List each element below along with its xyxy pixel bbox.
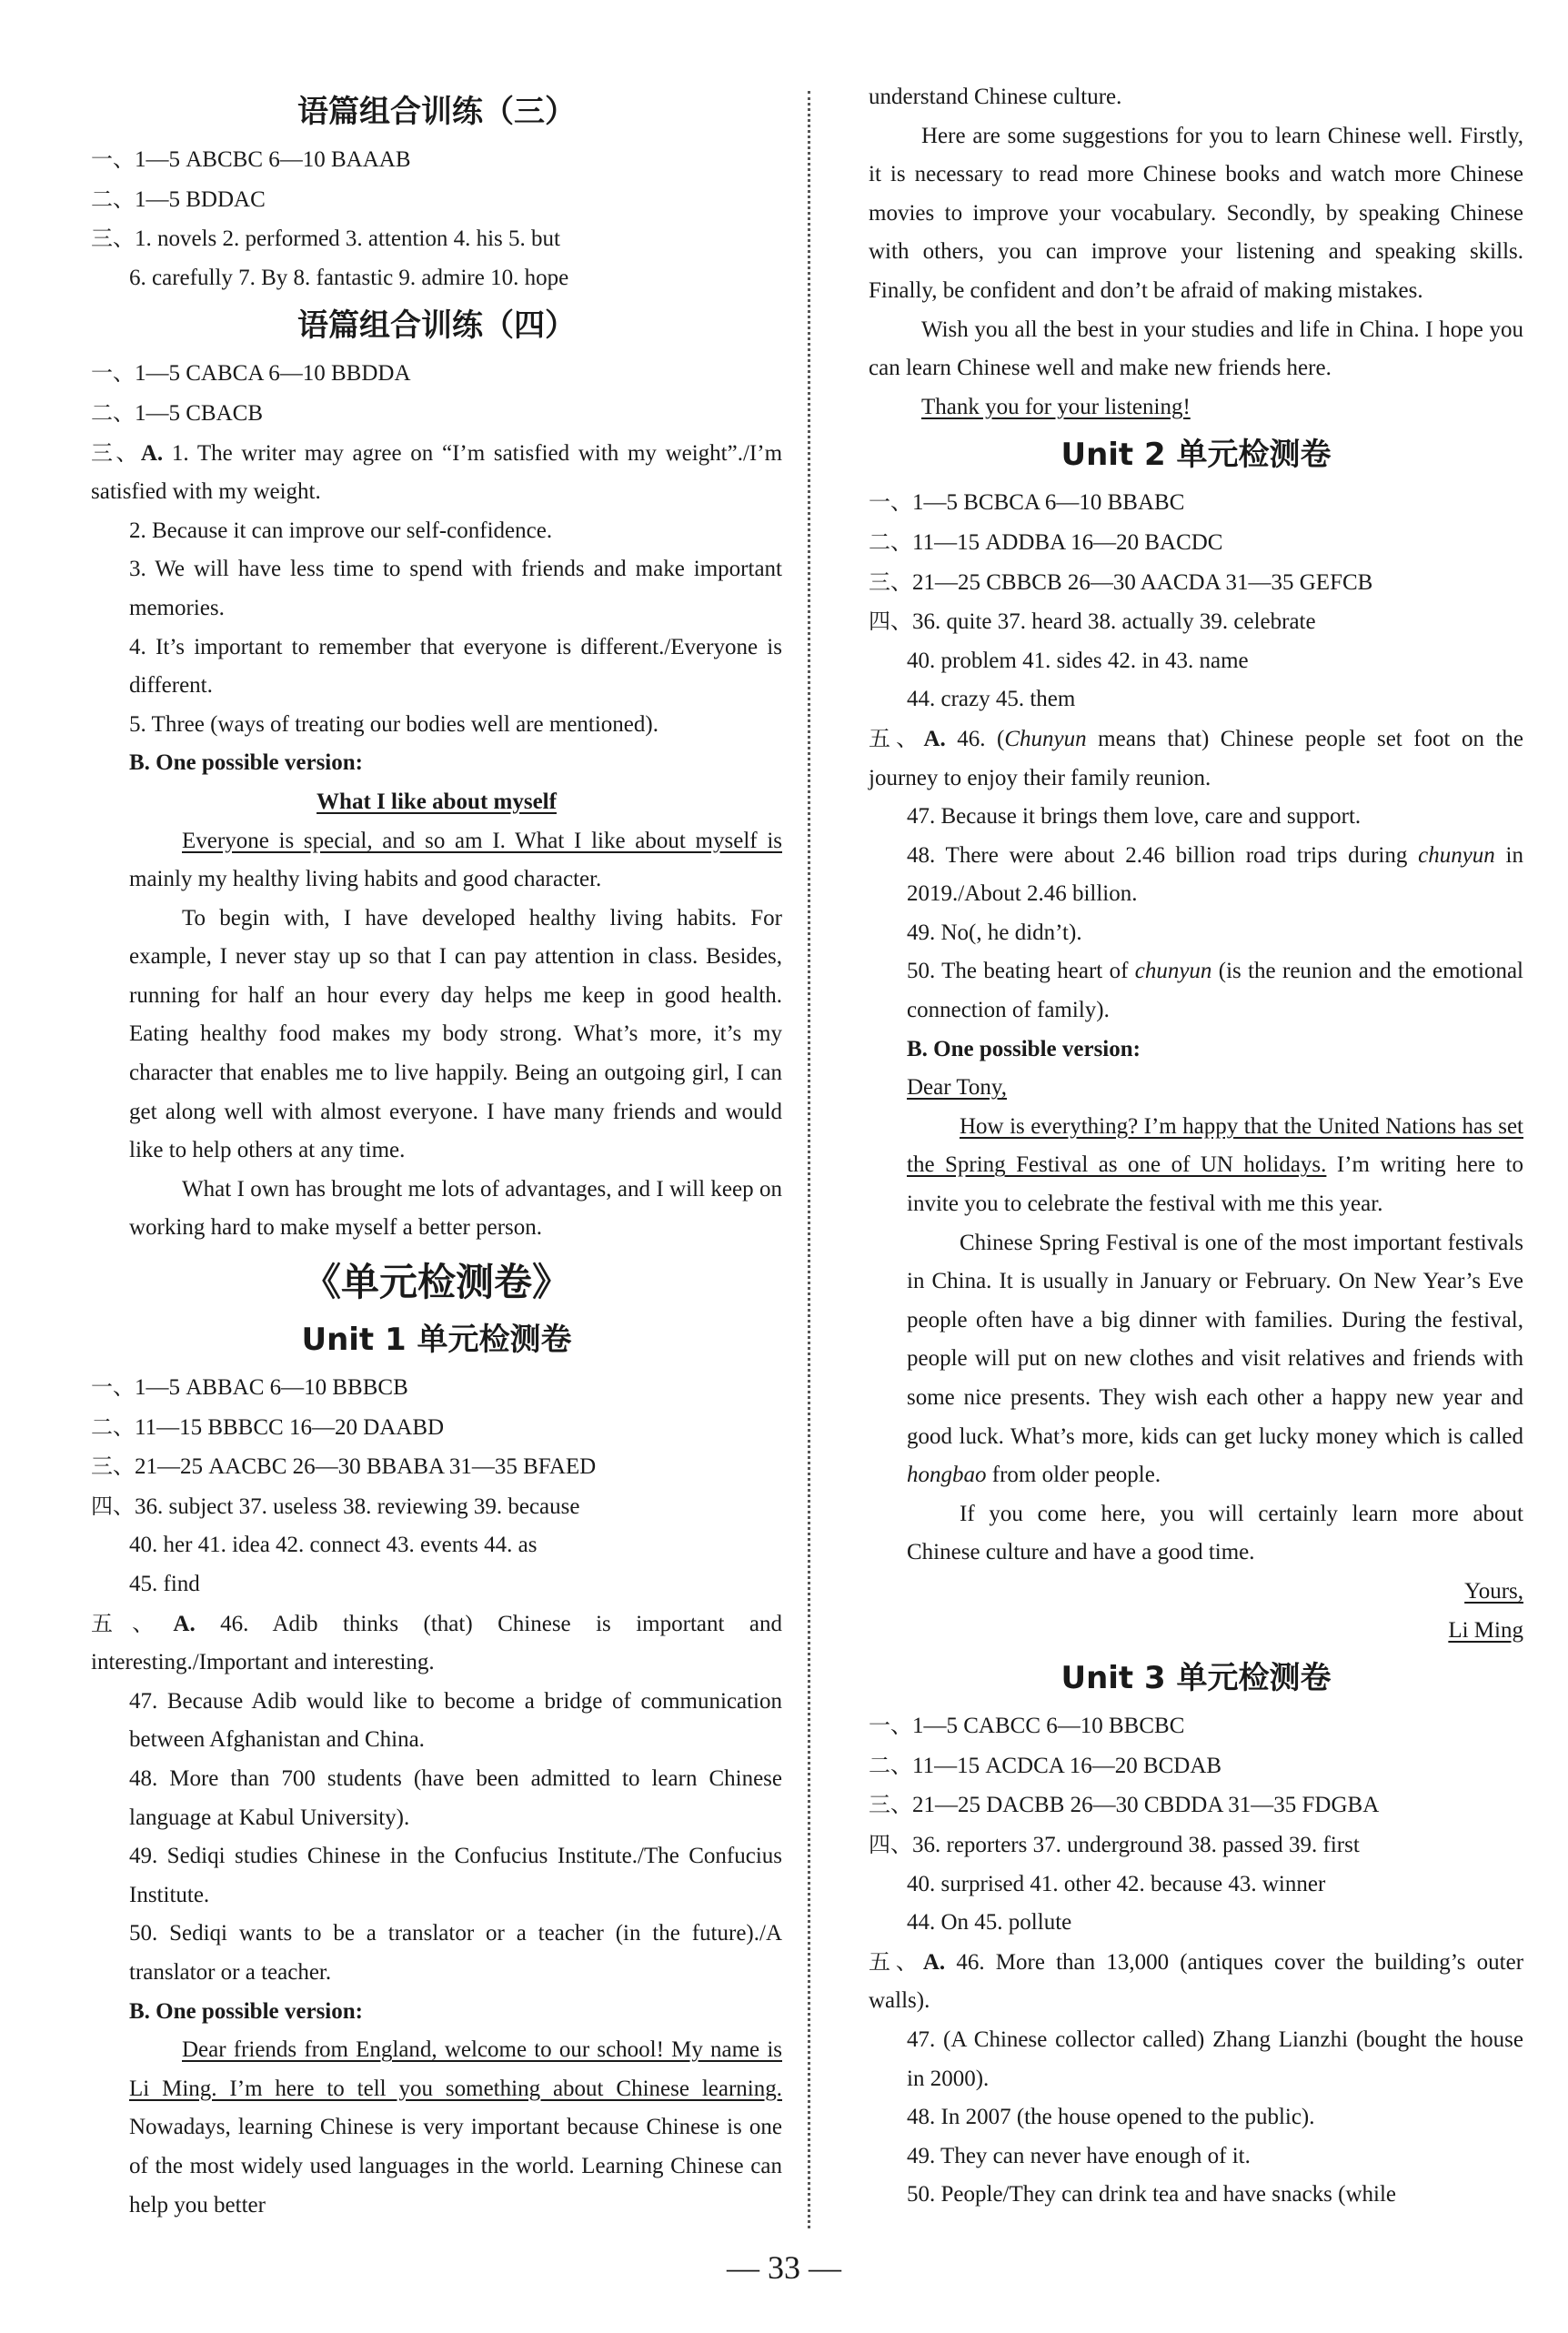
essay-paragraph: What I own has brought me lots of advantages, and I will keep on working hard to make myself a better person. (129, 1176, 782, 1241)
answer-line: 45. find (129, 1572, 200, 1596)
version-label: B. One possible version: (907, 1036, 1141, 1061)
answer-item: 49. No(, he didn’t). (907, 920, 1082, 945)
right-column (869, 78, 1523, 2215)
letter-paragraph: If you come here, you will certainly learn more about Chinese culture and have a good time. (907, 1501, 1523, 1565)
section-title-4: 语篇组合训练（四） (297, 307, 576, 345)
essay-paragraph: Dear friends from England, welcome to our school! My name is Li Ming. I’m here to tell you something about Chinese learning. Nowadays, learning Chinese is very important because Chinese is one of the most widely used languages in the world. Learning Chinese can help you better (129, 2037, 782, 2217)
answer-line: 44. crazy 45. them (907, 687, 1076, 712)
answer-line: 四、36. quite 37. heard 38. actually 39. celebrate (869, 608, 1316, 635)
answer-line: 三、1. novels 2. performed 3. attention 4. his 5. but (91, 226, 560, 252)
answer-line: 一、1—5 ABCBC 6—10 BAAAB (91, 146, 411, 172)
answer-item: 50. Sediqi wants to be a translator or a teacher (in the future)./A translator or a teacher. (129, 1921, 782, 1985)
essay-paragraph: Wish you all the best in your studies and life in China. I hope you can learn Chinese well and make new friends here. (869, 317, 1523, 381)
answer-item: 三、A. 1. The writer may agree on “I’m satisfied with my weight”./I’m satisfied with my weight. (91, 439, 783, 505)
essay-paragraph: Thank you for your listening! (921, 394, 1191, 419)
answer-line: 二、1—5 CBACB (91, 399, 264, 426)
answer-line: 三、21—25 AACBC 26—30 BBABA 31—35 BFAED (91, 1453, 597, 1480)
version-label: B. One possible version: (129, 750, 363, 776)
answer-line: 二、11—15 BBBCC 16—20 DAABD (91, 1413, 445, 1440)
answer-line: 四、36. subject 37. useless 38. reviewing 39. because (91, 1493, 580, 1519)
answer-line: 二、1—5 BDDAC (91, 186, 266, 212)
answer-item: 47. Because it brings them love, care and support. (907, 804, 1362, 830)
answer-line: 40. her 41. idea 42. connect 43. events 44. as (129, 1533, 538, 1558)
essay-paragraph: To begin with, I have developed healthy living habits. For example, I never stay up so that I can pay attention in class. Besides, running for half an hour every day helps me keep in good health. Eating healthy food makes my body strong. What’s more, it’s my character that enables me to live happily. Being an outgoing girl, I can get along well with almost everyone. I have many friends and would like to help others at any time. (129, 905, 782, 1163)
left-column (91, 84, 782, 2225)
big-title: 《单元检测卷》 (302, 1260, 570, 1305)
answer-item: 4. It’s important to remember that everyone is different./Everyone is different. (129, 634, 782, 699)
answer-item: 五、A. 46. More than 13,000 (antiques cover the building’s outer walls). (869, 1948, 1524, 2014)
page-number: — 33 — (727, 2249, 841, 2286)
letter-paragraph: Chinese Spring Festival is one of the most important festivals in China. It is usually in January or February. On New Year’s Eve people often have a big dinner with families. During the festival, people will put on new clothes and visit relatives and friends with some nice presents. They wish each other a happy new year and good luck. What’s more, kids can get lucky money which is called hongbao from older people. (907, 1230, 1523, 1488)
answer-item: 50. The beating heart of chunyun (is the reunion and the emotional connection of family). (907, 959, 1523, 1023)
answer-item: 49. Sediqi studies Chinese in the Confucius Institute./The Confucius Institute. (129, 1844, 782, 1907)
answer-item: 5. Three (ways of treating our bodies well are mentioned). (129, 711, 658, 737)
answer-line: 一、1—5 CABCC 6—10 BBCBC (869, 1713, 1185, 1739)
letter-paragraph: How is everything? I’m happy that the United Nations has set the Spring Festival as one of UN holidays. I’m writing here to invite you to celebrate the festival with me this year. (907, 1113, 1524, 1217)
answer-item: 2. Because it can improve our self-confidence. (129, 518, 553, 543)
essay-paragraph: Here are some suggestions for you to learn Chinese well. Firstly, it is necessary to read more Chinese books and watch more Chinese movies to improve your vocabulary. Secondly, by speaking Chinese with others, you can improve your listening and speaking skills. Finally, be confident and don’t be afraid of making mistakes. (869, 123, 1523, 303)
unit3-title: Unit 3 单元检测卷 (1060, 1660, 1332, 1697)
answer-line: 一、1—5 CABCA 6—10 BBDDA (91, 360, 411, 387)
answer-line: 四、36. reporters 37. underground 38. passed 39. first (869, 1831, 1360, 1857)
answer-item: 47. Because Adib would like to become a bridge of communication between Afghanistan and China. (129, 1688, 782, 1753)
essay-title: What I like about myself (317, 789, 557, 814)
unit2-title: Unit 2 单元检测卷 (1060, 437, 1332, 474)
answer-item: 五、A. 46. Adib thinks (that) Chinese is important and interesting./Important and interesting. (91, 1610, 782, 1675)
answer-line: 44. On 45. pollute (907, 1910, 1072, 1936)
answer-line: 三、21—25 DACBB 26—30 CBDDA 31—35 FDGBA (869, 1792, 1380, 1818)
answer-item: 48. In 2007 (the house opened to the public). (907, 2105, 1315, 2130)
letter-closing: Yours, (1464, 1578, 1523, 1604)
answer-item: 47. (A Chinese collector called) Zhang Lianzhi (bought the house in 2000). (907, 2026, 1523, 2091)
letter-signature: Li Ming (1448, 1617, 1523, 1643)
answer-line: 6. carefully 7. By 8. fantastic 9. admire 10. hope (129, 265, 569, 290)
section-title-3: 语篇组合训练（三） (297, 94, 576, 130)
answer-item: 3. We will have less time to spend with friends and make important memories. (129, 557, 782, 620)
answer-line: 40. surprised 41. other 42. because 43. winner (907, 1871, 1326, 1896)
answer-item: 50. People/They can drink tea and have snacks (while (907, 2182, 1397, 2207)
letter-greeting: Dear Tony, (907, 1075, 1008, 1101)
answer-line: 40. problem 41. sides 42. in 43. name (907, 648, 1249, 673)
column-divider (808, 91, 810, 2228)
essay-paragraph: understand Chinese culture. (869, 85, 1122, 109)
essay-paragraph: Everyone is special, and so am I. What I like about myself is mainly my healthy living habits and good character. (129, 828, 782, 892)
answer-line: 二、11—15 ADDBA 16—20 BACDC (869, 528, 1223, 555)
answer-item: 49. They can never have enough of it. (907, 2143, 1251, 2168)
answer-line: 一、1—5 ABBAC 6—10 BBBCB (91, 1374, 408, 1401)
answer-item: 48. There were about 2.46 billion road trips during chunyun in 2019./About 2.46 billion. (907, 842, 1524, 907)
answer-item: 48. More than 700 students (have been admitted to learn Chinese language at Kabul University). (129, 1765, 782, 1830)
answer-line: 一、1—5 BCBCA 6—10 BBABC (869, 489, 1185, 516)
answer-item: 五、A. 46. (Chunyun means that) Chinese people set foot on the journey to enjoy their family reunion. (869, 725, 1524, 790)
answer-line: 二、11—15 ACDCA 16—20 BCDAB (869, 1752, 1222, 1778)
answer-line: 三、21—25 CBBCB 26—30 AACDA 31—35 GEFCB (869, 568, 1373, 595)
unit1-title: Unit 1 单元检测卷 (301, 1322, 572, 1359)
version-label: B. One possible version: (129, 1998, 363, 2024)
